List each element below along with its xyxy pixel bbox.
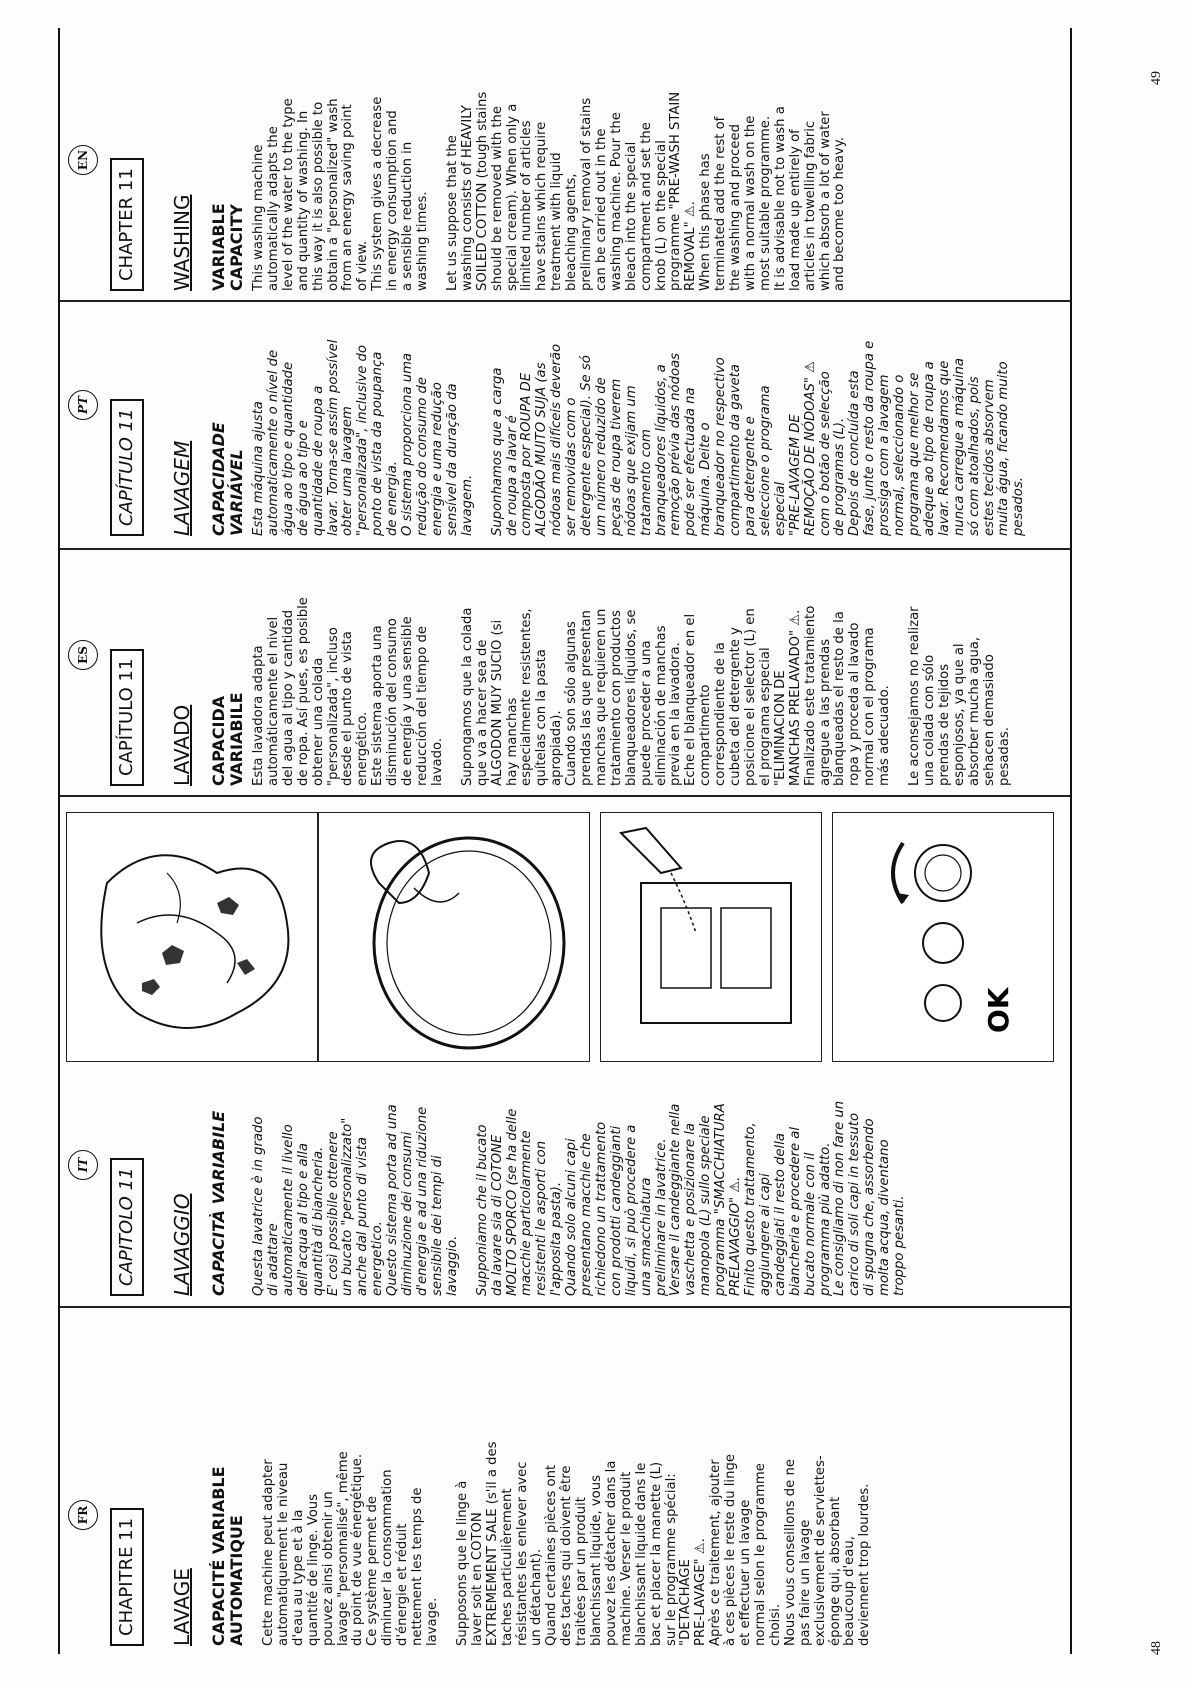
text-line: esponjosos, ya que al [951,643,967,786]
text-line: Supponiamo che il bucato [474,1124,490,1296]
text-line: água ao tipo e quantidade [280,361,296,536]
svg-text:OK: OK [982,987,1015,1033]
text-line: sensível da duração da [444,383,460,536]
text-line: "ELIMINACION DE [772,670,788,786]
text-line: special cream). When only a [504,103,520,291]
flag-pt-badge: PT [68,390,98,420]
text-line: Esta lavadora adapta [251,645,266,786]
text-line: from an energy saving point [340,104,356,291]
text-line: l'apposita pasta). [549,1181,565,1296]
text-line: articles in towelling fabric [802,120,818,291]
text-line: du point de vue énergétique. [350,1453,366,1646]
text-line: lavage. [424,1597,440,1646]
paragraph [262,1441,441,1646]
text-line: prendas de tejidos [936,663,952,786]
text-line: com o botão de selecção [817,371,833,536]
text-line: "personalizada", inclusive do [355,345,371,536]
text-line: eliminación de manchas [653,625,669,786]
flag-es-badge: ES [68,640,98,670]
text-line: prossiga com a lavagem [877,374,893,536]
text-line: MANCHAS PRELAVADO" ⚠. [787,609,803,786]
column-pt [62,300,1062,540]
subtitle-it: CAPACITÀ VARIABILE [209,1110,228,1296]
text-line: Este sistema aporta una [370,625,386,786]
text-line: hay manchas [504,697,520,786]
text-line: Le consigliamo di non fare un [832,1100,848,1296]
text-line: in energy consumption and [385,110,401,291]
text-line: Cette machine peut adapter [261,1459,276,1646]
text-line: "DETACHAGE [678,1559,694,1646]
stained-laundry-illustration [66,812,318,1062]
program-knob-ok-illustration [832,812,1054,1062]
text-line: ALGODON MUY SUCIO (si [489,619,505,786]
text-line: washing machine. Pour the [608,112,624,291]
text-line: most suitable programme. [757,115,773,291]
paragraph [446,92,848,291]
text-line: pode ser efectuada na [683,387,699,536]
text-line: manchas que requieren un [593,608,609,786]
text-line: normal con el programa [862,627,878,786]
body-en [252,92,863,291]
text-line: para detergente e [743,416,758,536]
text-line: Le aconsejamos no realizar [907,606,923,786]
body-pt [252,340,1042,536]
section-title-it: LAVAGGIO [170,1193,194,1296]
text-line: SOILED COTTON (tough stains [474,91,490,291]
text-line: terminated add the rest of [713,116,729,291]
text-line: E' così possibile ottenere [325,1131,341,1296]
text-line: sehacen demasiado [981,654,997,786]
text-line: d'énergie et réduit [395,1523,411,1646]
paragraph [461,597,893,786]
text-line: REMOVAL" ⚠. [683,201,699,291]
text-line: diminuzione dei consumi [400,1131,416,1296]
text-line: pesadas. [996,727,1012,786]
text-line: nódoas mais difíceis deverão [549,343,565,536]
text-line: de energía y una sensible [400,616,416,786]
subtitle-pt: CAPACIDADE VARIÁVEL [209,422,246,536]
text-line: machine. Verser le produit [618,1471,634,1646]
text-line: traitées par un produit [574,1497,590,1646]
text-line: quantidade de roupa a [310,385,326,536]
text-line: di adattare [265,1223,281,1296]
text-line: lavagem. [459,474,475,536]
text-line: automaticamente o nível de [265,349,281,536]
text-line: Après ce traitement, ajouter [708,1459,724,1646]
text-line: Let us suppose that the [444,135,460,291]
text-line: Versare il candeggiante nella [668,1103,684,1296]
text-line: absorber mucha agua, [966,636,982,786]
text-line: más adecuado. [877,685,893,786]
pouring-bleach-into-drum-illustration [318,812,590,1062]
body-it [252,1101,923,1296]
text-line: et effectuer un lavage [738,1499,754,1646]
text-line: compartment and set the [638,122,654,291]
text-line: lavado. [429,737,445,786]
text-line: of view. [355,240,371,291]
text-line: blanchissant liquide dans le [633,1462,649,1646]
text-line: programma più adatto. [817,1142,833,1296]
text-line: automatiquement le niveau [275,1462,291,1646]
text-line: laver soit en COTON [469,1512,485,1646]
text-line: tratamento com [638,429,654,536]
text-line: lavar. Recomendamos que [936,360,952,536]
text-line: el programa especial [757,647,773,786]
paragraph [252,92,431,291]
text-line: washing consists of HEAVILY [459,105,475,291]
text-line: programa que melhor se [906,372,922,536]
text-line: blanchissant liquide, vous [589,1475,605,1646]
text-line: deviennent trop lourdes. [857,1483,873,1646]
text-line: When this phase has [698,153,714,291]
text-line: normal selon le programme [753,1463,768,1646]
text-line: automaticamente il livello [280,1124,296,1296]
text-line: Cuando son sólo algunas [564,621,580,786]
text-line: this way it is also possible to [310,101,326,291]
text-line: vaschetta e posizionare la [683,1123,699,1296]
text-line: EXTREMEMENT SALE (s'il a des [484,1441,500,1646]
text-line: MOLTO SPORCO (se ha delle [504,1108,520,1296]
text-line: à ces pièces le reste du linge [723,1454,739,1646]
text-line: reducción del tiempo de [414,625,430,786]
text-line: bleach into the special [623,141,639,291]
text-line: washing times. [414,191,430,291]
bleach-into-drawer-illustration [600,812,822,1062]
text-line: "personalizada", incluso [325,627,341,786]
text-line: normal, seleccionando o [892,374,908,536]
text-line: quantità di biancheria. [310,1146,326,1296]
text-line: and quantity of washing. In [295,110,311,291]
text-line: Depois de concluída esta [847,370,863,536]
text-line: have stains which require [534,121,550,291]
section-title-es: LAVADO [170,704,194,786]
text-line: des taches qui doivent être [559,1465,575,1646]
section-title-pt: LAVAGEM [170,440,194,536]
text-line: especial [772,481,788,536]
flag-en-badge: EN [68,145,98,175]
body-es [252,597,1027,786]
text-line: branqueadores líquidos, a [653,364,669,536]
text-line: PRELAVAGGIO" ⚠. [728,1176,744,1296]
text-line: sensibile dei tempi di [429,1155,445,1296]
text-line: molta acqua, diventano [877,1139,893,1296]
text-line: Questo sistema porta ad una [385,1104,401,1296]
chapter-label-it: CAPITOLO 11 [110,1158,144,1296]
chapter-label-en: CHAPTER 11 [110,158,144,291]
text-line: correspondiente de la [713,642,729,786]
text-line: Eche el blanqueador en el [683,613,699,786]
text-line: Esta máquina ajusta [251,401,266,536]
text-line: manopola (L) sullo speciale [698,1115,714,1296]
text-line: peças de roupa tiverem [608,378,624,536]
text-line: candeggiati il resto della [772,1133,788,1296]
text-line: which absorb a lot of water [817,111,833,291]
paragraph [252,1101,461,1296]
text-line: a sensible reduction in [400,141,416,291]
text-line: tratamiento con productos [608,610,624,786]
column-es [62,550,1062,790]
text-line: redução do consumo de [414,377,430,536]
chapter-label-pt: CAPÍTULO 11 [110,399,144,536]
text-line: branqueador no respectivo [713,357,729,536]
text-line: should be removed with the [489,105,505,291]
text-line: bleaching agents, [564,173,580,291]
column-it [62,1040,1062,1300]
flag-it-badge: IT [68,1150,98,1180]
text-line: da lavare sia di COTONE [489,1134,505,1296]
subtitle-en: VARIABLE CAPACITY [209,203,246,291]
body-fr [262,1441,888,1646]
paragraph [252,597,446,786]
text-line: REMOÇÃO DE NÓDOAS" ⚠ [802,361,818,536]
text-line: knob (L) on the special [653,140,669,291]
text-line: pouvez ainsi obtenir un [320,1491,336,1646]
text-line: seleccione o programa [757,385,773,536]
text-line: puede proceder a una [638,640,654,786]
text-line: de programas (L). [832,417,848,536]
text-line: sur le programme spécial: [663,1473,679,1646]
text-line: beaucoup d'eau, [842,1536,858,1646]
text-line: Finito questo trattamento, [743,1122,758,1296]
text-line: ALGODÃO MUITO SUJA (as [534,362,550,536]
text-line: d'energia e ad una riduzione [414,1106,430,1296]
text-line: especialmente resistentes, [519,608,535,786]
text-line: programme "PRE-WASH STAIN [668,91,684,291]
text-line: de energia. [385,461,401,536]
subtitle-es: CAPACIDA VARIABILE [209,692,246,786]
text-line: O sistema proporciona uma [400,352,416,536]
text-line: fase, junte o resto da roupa e [862,340,878,536]
text-line: pouvez les détacher dans la [603,1460,619,1646]
text-line: carico di soli capi in tessuto [847,1112,863,1296]
text-line: compartimento da gaveta [728,364,744,536]
text-line: agregue a las prendas [817,638,833,786]
text-line: automáticamente el nivel [265,616,281,786]
text-line: obtain a "personalized" wash [325,98,341,291]
text-line: Ce système permet de [365,1496,381,1646]
text-line: résistantes les enlever avec [514,1461,530,1646]
text-line: ropa y proceda al lavado [847,622,863,786]
chapter-label-fr: CHAPITRE 11 [110,1508,144,1646]
text-line: estes tecidos absorvem [981,379,997,536]
text-line: una smacchiatura [638,1177,654,1296]
text-line: exclusivement de serviettes- [812,1455,828,1646]
text-line: de roupa a lavar é [504,415,520,536]
text-line: posicione el selector (L) en [743,608,758,786]
section-title-fr: LAVAGE [170,1568,194,1646]
text-line: Suponhamos que a carga [489,367,505,536]
text-line: nódoas que exijam um [623,385,639,536]
text-line: troppo pesanti. [892,1195,908,1296]
text-line: choisi. [767,1603,783,1646]
text-line: que va a hacer sea de [474,639,490,786]
text-line: desde el punto de vista [340,631,356,786]
text-line: Quand certaines pièces ont [544,1464,560,1646]
text-line: liquidi, si può procedere a [623,1124,639,1296]
text-line: resistenti le asporti con [534,1140,550,1296]
paragraph [908,597,1012,786]
text-line: pesados. [1011,477,1027,536]
left-rule [58,28,60,1654]
right-rule [1070,28,1072,1654]
paragraph [491,340,1028,536]
text-line: preliminary removal of stains [579,97,595,291]
text-line: prendas las que presentan [579,610,595,786]
text-line: di spugna che, assorbendo [862,1118,878,1296]
text-line: un bucato "personalizzato" [340,1117,356,1296]
text-line: obter uma lavagem [340,406,356,536]
text-line: the washing and proceed [728,124,744,291]
text-line: Finalizado este tratamiento [802,605,818,786]
text-line: PRE-LAVAGE" ⚠. [693,1538,709,1646]
text-line: obtener una colada [310,657,326,786]
text-line: blanqueadores líquidos, se [623,609,639,786]
flag-fr-badge: FR [68,1500,98,1530]
text-line: This system gives a decrease [370,96,386,291]
text-line: nunca carregue a máquina [951,358,967,536]
text-line: adeque ao tipo de roupa a [921,361,937,536]
text-line: limited number of articles [519,120,535,291]
paragraph [476,1101,908,1296]
text-line: presentano macchie che [579,1133,595,1296]
text-line: de ropa. Así pues, es posible [295,597,311,786]
text-line: cubeta del detergente y [728,627,744,786]
text-line: composta por ROUPA DE [519,372,535,536]
text-line: Questa lavatrice è in grado [251,1116,266,1296]
text-line: quantité de linge. Vous [305,1493,321,1646]
text-line: éponge qui, absorbant [827,1496,843,1646]
text-line: richiedono un trattamento [593,1121,609,1296]
text-line: Quando solo alcuni capi [564,1138,580,1296]
paragraph [456,1441,873,1646]
text-line: treatment with liquid [549,152,565,291]
text-line: Supposons que le linge à [454,1480,470,1646]
text-line: pas faire un lavage [797,1519,813,1646]
text-line: This washing machine [251,144,266,291]
section-title-en: WASHING [170,194,194,291]
text-line: anche dal punto di vista [355,1137,371,1296]
text-line: lavar. Torna-se assim possível [325,339,341,536]
text-line: It is advisable not to wash a [772,106,788,291]
paragraph [252,340,476,536]
text-line: compartimento [698,684,714,786]
text-line: macchie particolarmente [519,1130,535,1296]
text-line: bac et placer la manette (L) [648,1461,664,1646]
text-line: un détachant). [529,1548,545,1646]
subtitle-fr: CAPACITÉ VARIABLE AUTOMATIQUE [209,1466,246,1646]
text-line: detergente especial). Se só [579,355,595,536]
text-line: aggiungere ai capi [757,1173,773,1296]
text-line: só com atoalhados, pois [966,376,982,536]
text-line: quítelas con la pasta [534,649,550,786]
text-line: máquina. Deite o [698,422,714,536]
text-line: programma "SMACCHIATURA [713,1103,729,1296]
text-line: energético. [355,711,371,786]
text-line: previa en la lavadora. [668,642,684,786]
text-line: automatically adapts the [265,126,281,291]
chapter-label-es: CAPÍTULO 11 [110,649,144,786]
text-line: and become too heavy. [832,137,848,291]
text-line: "PRE-LAVAGEM DE [787,414,803,536]
text-line: biancheria e procedere al [787,1126,803,1296]
text-line: with a normal wash on the [743,115,758,291]
text-line: energetico. [370,1221,386,1296]
text-line: bucato normale con il [802,1152,818,1296]
text-line: ponto de vista da poupança [370,351,386,536]
column-divider [60,795,1070,797]
text-line: una colada con sólo [921,654,937,786]
column-divider [60,1306,1070,1308]
text-line: diminuer la consommation [380,1469,396,1646]
text-line: can be carried out in the [593,128,609,291]
text-line: preliminare in lavatrice. [653,1138,669,1296]
text-line: blanqueadas el resto de la [832,611,848,786]
text-line: um número reduzido de [593,377,609,536]
text-line: remoção prévia das nódoas [668,352,684,536]
text-line: muita água, ficando muito [996,361,1012,536]
text-line: load made up entirely of [787,129,803,291]
text-line: lavage "personnalisé", même [335,1451,351,1646]
page-number-left: 48 [1149,1641,1164,1655]
text-line: con prodotti candeggianti [608,1125,624,1296]
text-line: energia e uma redução [429,382,445,536]
column-fr [62,1310,1062,1650]
page-number-right: 49 [1149,71,1164,85]
text-line: taches particulièrement [499,1488,515,1646]
text-line: de água ao tipo e [295,420,311,536]
text-line: Nous vous conseillons de ne [782,1459,798,1646]
text-line: del agua al tipo y cantidad [280,609,296,786]
text-line: lavaggio. [444,1235,460,1296]
text-line: disminución del consumo [385,618,401,786]
text-line: ser removidas com o [564,397,580,536]
text-line: dell'acqua al tipo e alla [295,1143,311,1296]
text-line: apropiada). [549,710,565,786]
text-line: level of the water to the type [280,98,296,291]
text-line: nettement les temps de [410,1487,426,1646]
text-line: d'eau au type et à la [290,1509,306,1646]
column-en [62,55,1062,295]
text-line: Supongamos que la colada [459,607,475,786]
